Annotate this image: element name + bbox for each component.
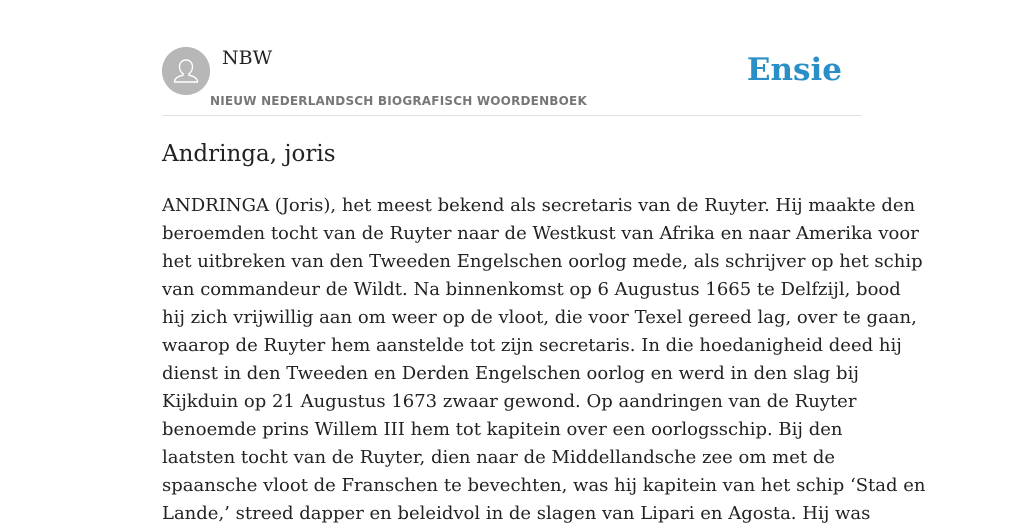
source-subtitle: NIEUW NEDERLANDSCH BIOGRAFISCH WOORDENBOEK	[210, 94, 587, 108]
article-line: waarop de Ruyter hem aanstelde tot zijn secretaris. In die hoedanigheid deed hij	[162, 335, 902, 356]
article-line: Kijkduin op 21 Augustus 1673 zwaar gewond. Op aandringen van de Ruyter	[162, 391, 857, 412]
article-line: benoemde prins Willem III hem tot kapitein over een oorlogsschip. Bij den	[162, 419, 843, 440]
source-header	[162, 46, 862, 116]
article-line: laatsten tocht van de Ruyter, dien naar de Middellandsche zee om met de	[162, 447, 836, 468]
article-line: beroemden tocht van de Ruyter naar de Westkust van Afrika en naar Amerika voor	[162, 223, 919, 244]
user-icon	[162, 47, 210, 95]
article-title: Andringa, joris	[162, 141, 336, 167]
ensie-logo-link[interactable]: Ensie	[746, 52, 842, 88]
source-name[interactable]: NBW	[222, 47, 273, 69]
article-line: van commandeur de Wildt. Na binnenkomst op 6 Augustus 1665 te Delfzijl, bood	[162, 279, 901, 300]
header-divider	[162, 115, 862, 116]
article-body	[162, 192, 926, 528]
article-line: het uitbreken van den Tweeden Engelschen oorlog mede, als schrijver op het schip	[162, 251, 923, 272]
article-line: ANDRINGA (Joris), het meest bekend als secretaris van de Ruyter. Hij maakte den	[162, 195, 916, 216]
article-line: spaansche vloot de Franschen te bevechten, was hij kapitein van het schip ‘Stad en	[162, 475, 926, 496]
article-line: Lande,’ streed dapper en beleidvol in de slagen van Lipari en Agosta. Hij was	[162, 503, 871, 524]
article-line: hij zich vrijwillig aan om weer op de vloot, die voor Texel gereed lag, over te gaan,	[162, 307, 917, 328]
article-line: dienst in den Tweeden en Derden Engelschen oorlog en werd in den slag bij	[162, 363, 859, 384]
